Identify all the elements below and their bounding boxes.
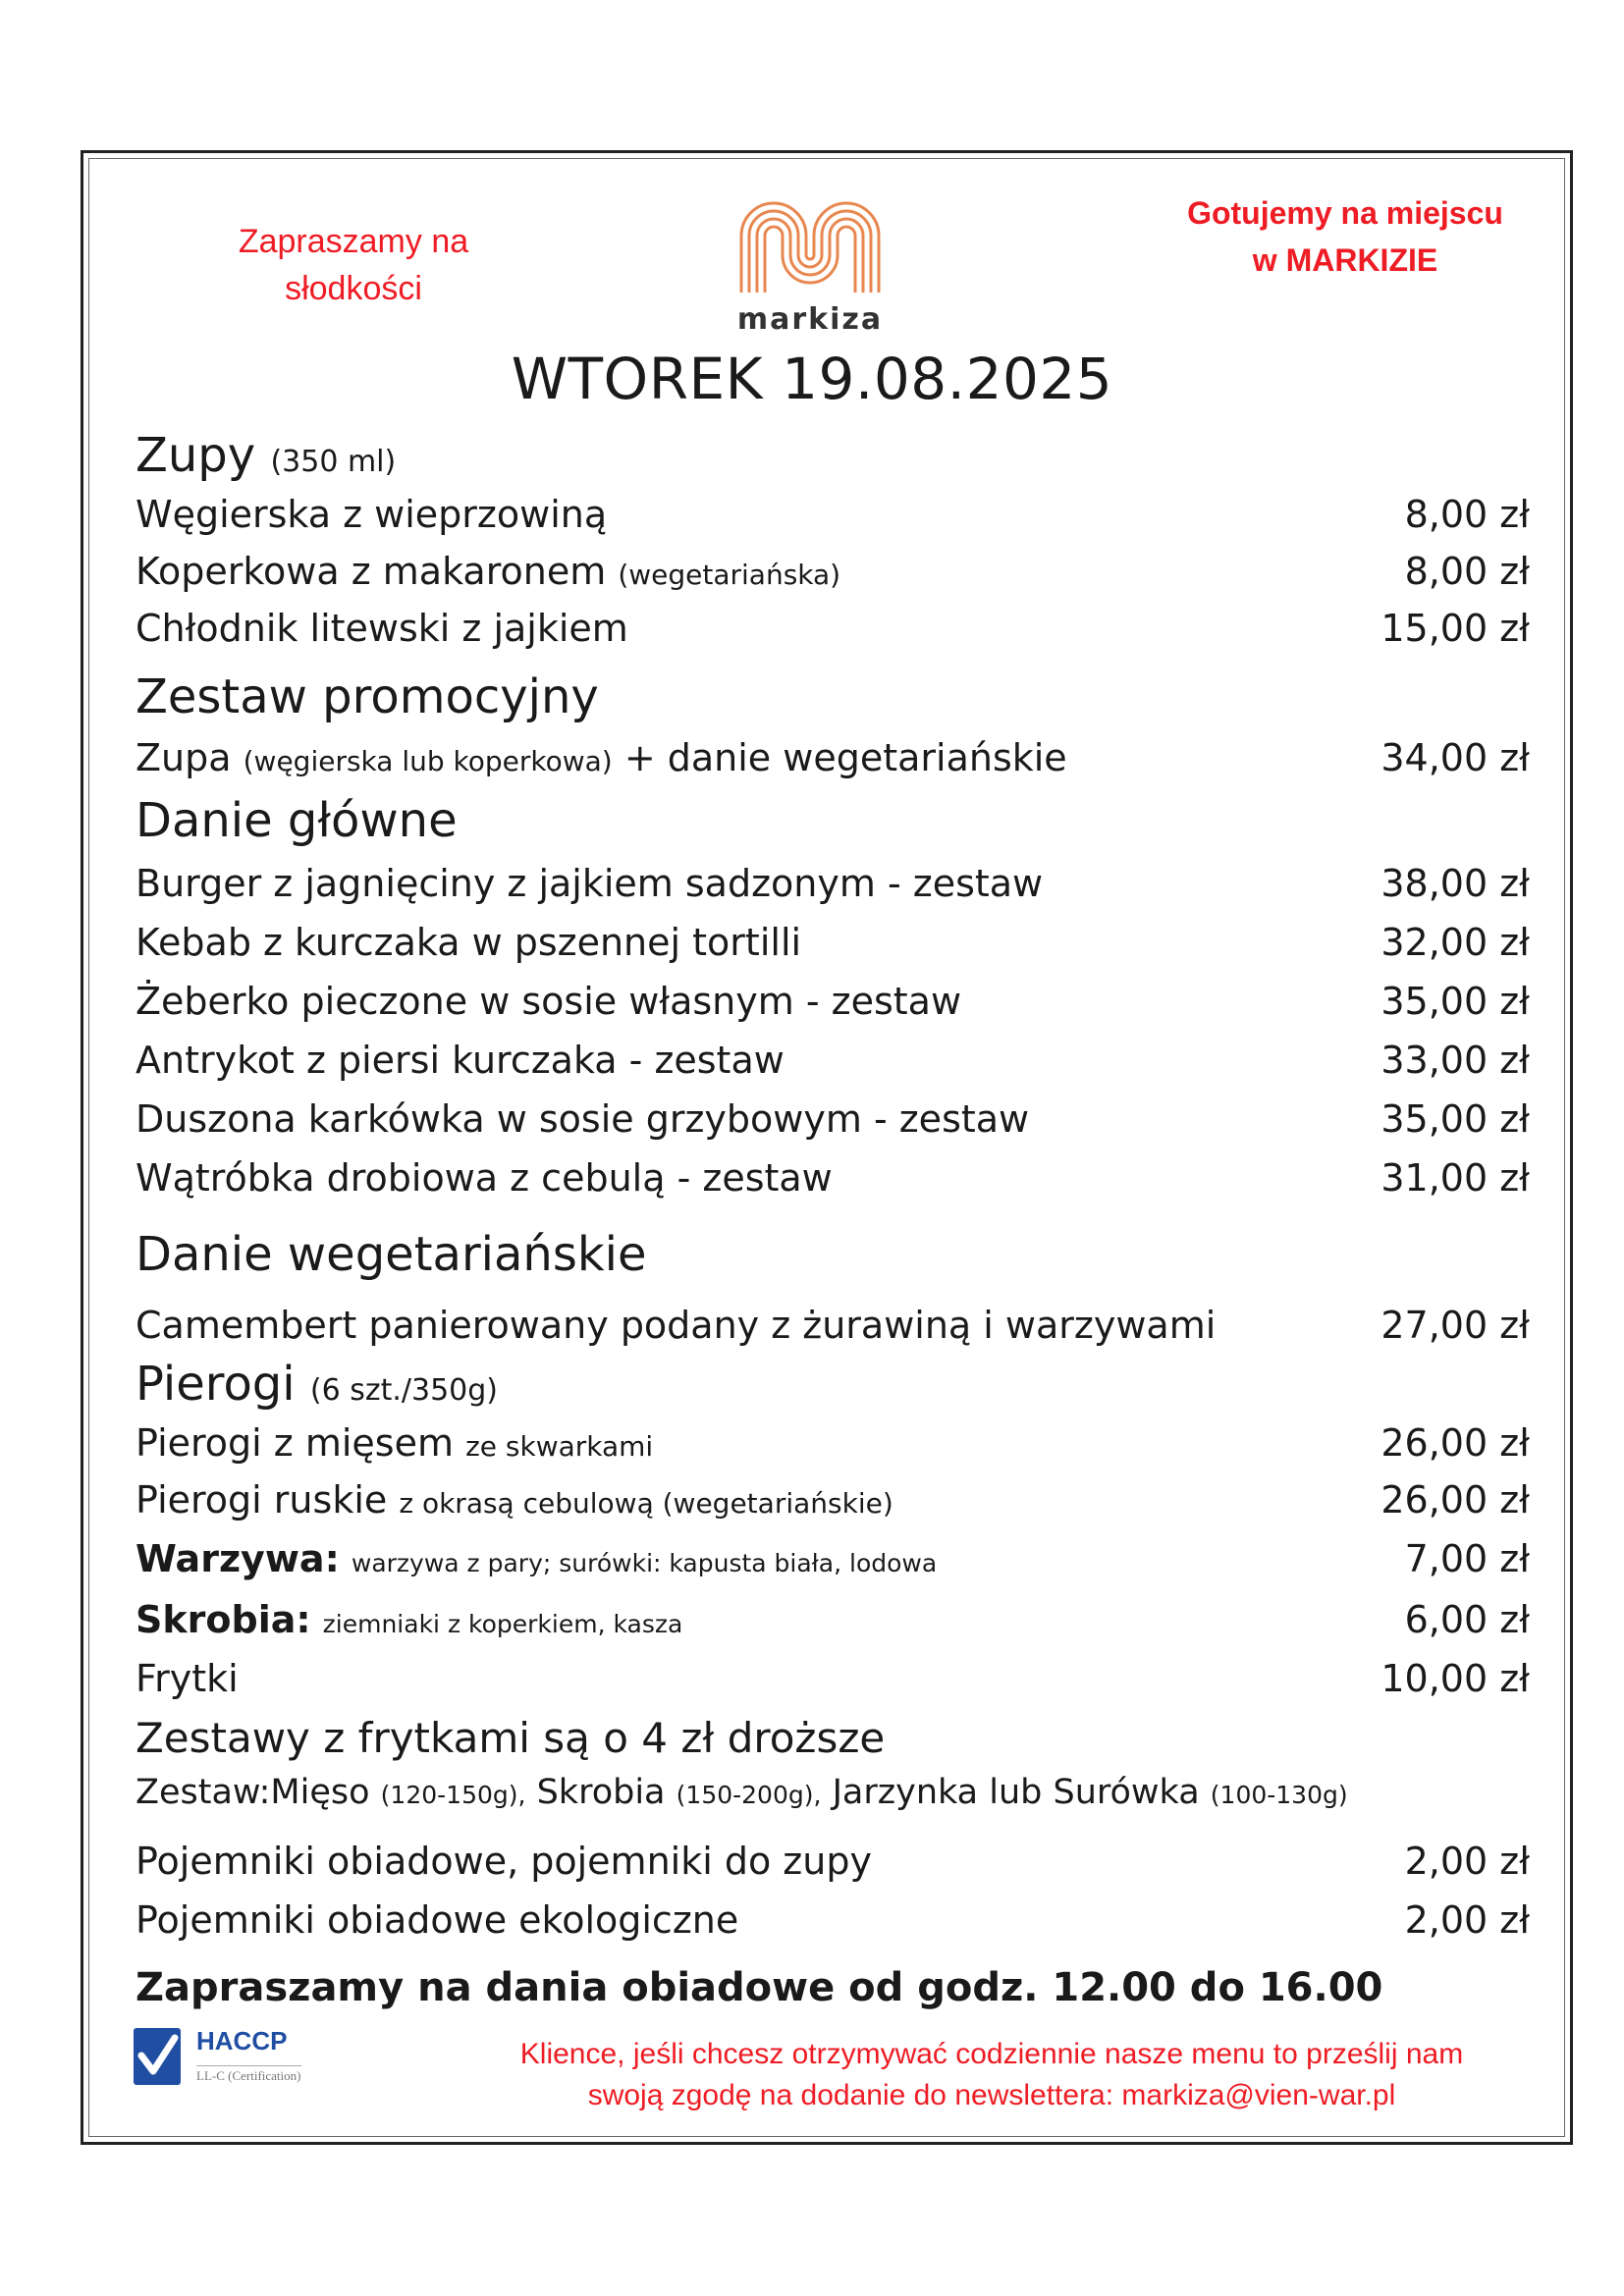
item-name: Węgierska z wieprzowiną	[135, 493, 608, 536]
check-icon	[134, 2028, 181, 2085]
section-note: (350 ml)	[270, 445, 397, 479]
item-price: 15,00 zł	[1380, 607, 1530, 650]
item-name-extra: + danie wegetariańskie	[623, 736, 1067, 779]
menu-item	[135, 493, 1530, 548]
menu-item	[135, 1537, 1530, 1592]
menu-item: Camembert panierowany podany z żurawiną i warzywami 27,00 zł	[135, 1304, 1530, 1347]
logo-wordmark: markiza	[736, 302, 884, 337]
item-note: warzywa z pary; surówki: kapusta biała, lodowa	[351, 1549, 938, 1577]
item-price: 8,00 zł	[1404, 550, 1530, 593]
item-price: 35,00 zł	[1380, 980, 1530, 1023]
section-vegetarian	[135, 1227, 647, 1282]
item-name: Skrobia:	[135, 1598, 311, 1641]
section-note: (6 szt./350g)	[309, 1373, 498, 1408]
item-price: 33,00 zł	[1380, 1039, 1530, 1082]
menu-item	[135, 736, 1530, 791]
cooking-note-line-1: Gotujemy na miejscu	[1187, 195, 1503, 231]
set-info-veg-note: (100-130g)	[1210, 1781, 1348, 1809]
menu-item	[135, 1657, 1530, 1712]
item-note: z okrasą cebulową (wegetariańskie)	[399, 1487, 893, 1520]
item-note: (węgierska lub koperkowa)	[243, 745, 613, 777]
item-note: ziemniaki z koperkiem, kasza	[322, 1610, 683, 1638]
haccp-title: HACCP	[196, 2026, 288, 2056]
section-title: Danie główne	[135, 793, 458, 848]
menu-item: Duszona karkówka w sosie grzybowym - zestaw 35,00 zł	[135, 1097, 1530, 1141]
section-mains	[135, 793, 458, 848]
item-name: Frytki	[135, 1657, 239, 1700]
menu-item: Pojemniki obiadowe, pojemniki do zupy 2,00 zł	[135, 1840, 1530, 1883]
item-note: (wegetariańska)	[618, 559, 841, 591]
page-title: WTOREK 19.08.2025	[511, 346, 1113, 412]
menu-item: Pojemniki obiadowe ekologiczne 2,00 zł	[135, 1898, 1530, 1942]
section-title: Danie wegetariańskie	[135, 1227, 647, 1282]
item-price: 32,00 zł	[1380, 921, 1530, 964]
menu-item: Żeberko pieczone w sosie własnym - zestaw 35,00 zł	[135, 980, 1530, 1023]
section-title: Pierogi	[135, 1357, 296, 1412]
section-promo	[135, 669, 599, 724]
item-name: Pierogi z mięsem	[135, 1421, 454, 1465]
item-name: Warzywa:	[135, 1537, 340, 1580]
sweets-note	[216, 218, 491, 312]
markiza-logo-icon	[736, 196, 884, 294]
menu-item	[135, 607, 1530, 662]
item-note: ze skwarkami	[465, 1430, 654, 1463]
menu-item	[135, 1478, 1530, 1533]
item-price: 31,00 zł	[1380, 1156, 1530, 1200]
newsletter-line-2: swoją zgodę na dodanie do newslettera: markiza@vien-war.pl	[587, 2079, 1396, 2111]
set-info-starch: Skrobia	[536, 1773, 666, 1812]
menu-item	[135, 550, 1530, 605]
cooking-note-line-2: w MARKIZIE	[1252, 242, 1438, 278]
item-name: Koperkowa z makaronem	[135, 550, 607, 593]
item-name: Pierogi ruskie	[135, 1478, 388, 1522]
item-name: Chłodnik litewski z jajkiem	[135, 607, 628, 650]
item-price: 7,00 zł	[1404, 1537, 1530, 1580]
item-price: 26,00 zł	[1380, 1478, 1530, 1522]
item-name: Zupa	[135, 736, 232, 779]
item-price: 26,00 zł	[1380, 1421, 1530, 1465]
menu-item: Wątróbka drobiowa z cebulą - zestaw 31,00 zł	[135, 1156, 1530, 1200]
item-price: 6,00 zł	[1404, 1598, 1530, 1641]
set-info-meat: Zestaw:Mięso	[135, 1773, 370, 1812]
item-price: 2,00 zł	[1404, 1840, 1530, 1883]
fries-note: Zestawy z frytkami są o 4 zł droższe	[135, 1714, 886, 1762]
item-price: 10,00 zł	[1380, 1657, 1530, 1700]
newsletter-line-1: Klience, jeśli chcesz otrzymywać codziennie nasze menu to prześlij nam	[519, 2038, 1464, 2070]
set-info-starch-note: (150-200g),	[676, 1781, 822, 1809]
haccp-subtitle: LL-C (Certification)	[196, 2065, 301, 2084]
menu-item: Burger z jagnięciny z jajkiem sadzonym - zestaw 38,00 zł	[135, 862, 1530, 905]
cooking-note	[1159, 189, 1532, 284]
menu-item: Antrykot z piersi kurczaka - zestaw 33,00 zł	[135, 1039, 1530, 1082]
newsletter-note	[442, 2034, 1542, 2116]
section-dumplings	[135, 1357, 498, 1412]
item-price: 8,00 zł	[1404, 493, 1530, 536]
item-price: 2,00 zł	[1404, 1898, 1530, 1942]
set-info	[135, 1773, 1530, 1828]
menu-item: Kebab z kurczaka w pszennej tortilli 32,00 zł	[135, 921, 1530, 964]
item-price: 27,00 zł	[1380, 1304, 1530, 1347]
markiza-logo	[727, 196, 893, 337]
item-price: 38,00 zł	[1380, 862, 1530, 905]
item-price: 34,00 zł	[1380, 736, 1530, 779]
item-price: 35,00 zł	[1380, 1097, 1530, 1141]
menu-item	[135, 1598, 1530, 1653]
opening-hours: Zapraszamy na dania obiadowe od godz. 12.00 do 16.00	[135, 1965, 1383, 2010]
menu-item	[135, 1421, 1530, 1476]
section-title: Zestaw promocyjny	[135, 669, 599, 724]
sweets-note-line-1: Zapraszamy na	[238, 223, 469, 260]
set-info-meat-note: (120-150g),	[380, 1781, 526, 1809]
sweets-note-line-2: słodkości	[285, 270, 422, 307]
section-soups	[135, 428, 396, 483]
section-title: Zupy	[135, 428, 256, 483]
set-info-veg: Jarzynka lub Surówka	[832, 1773, 1200, 1812]
